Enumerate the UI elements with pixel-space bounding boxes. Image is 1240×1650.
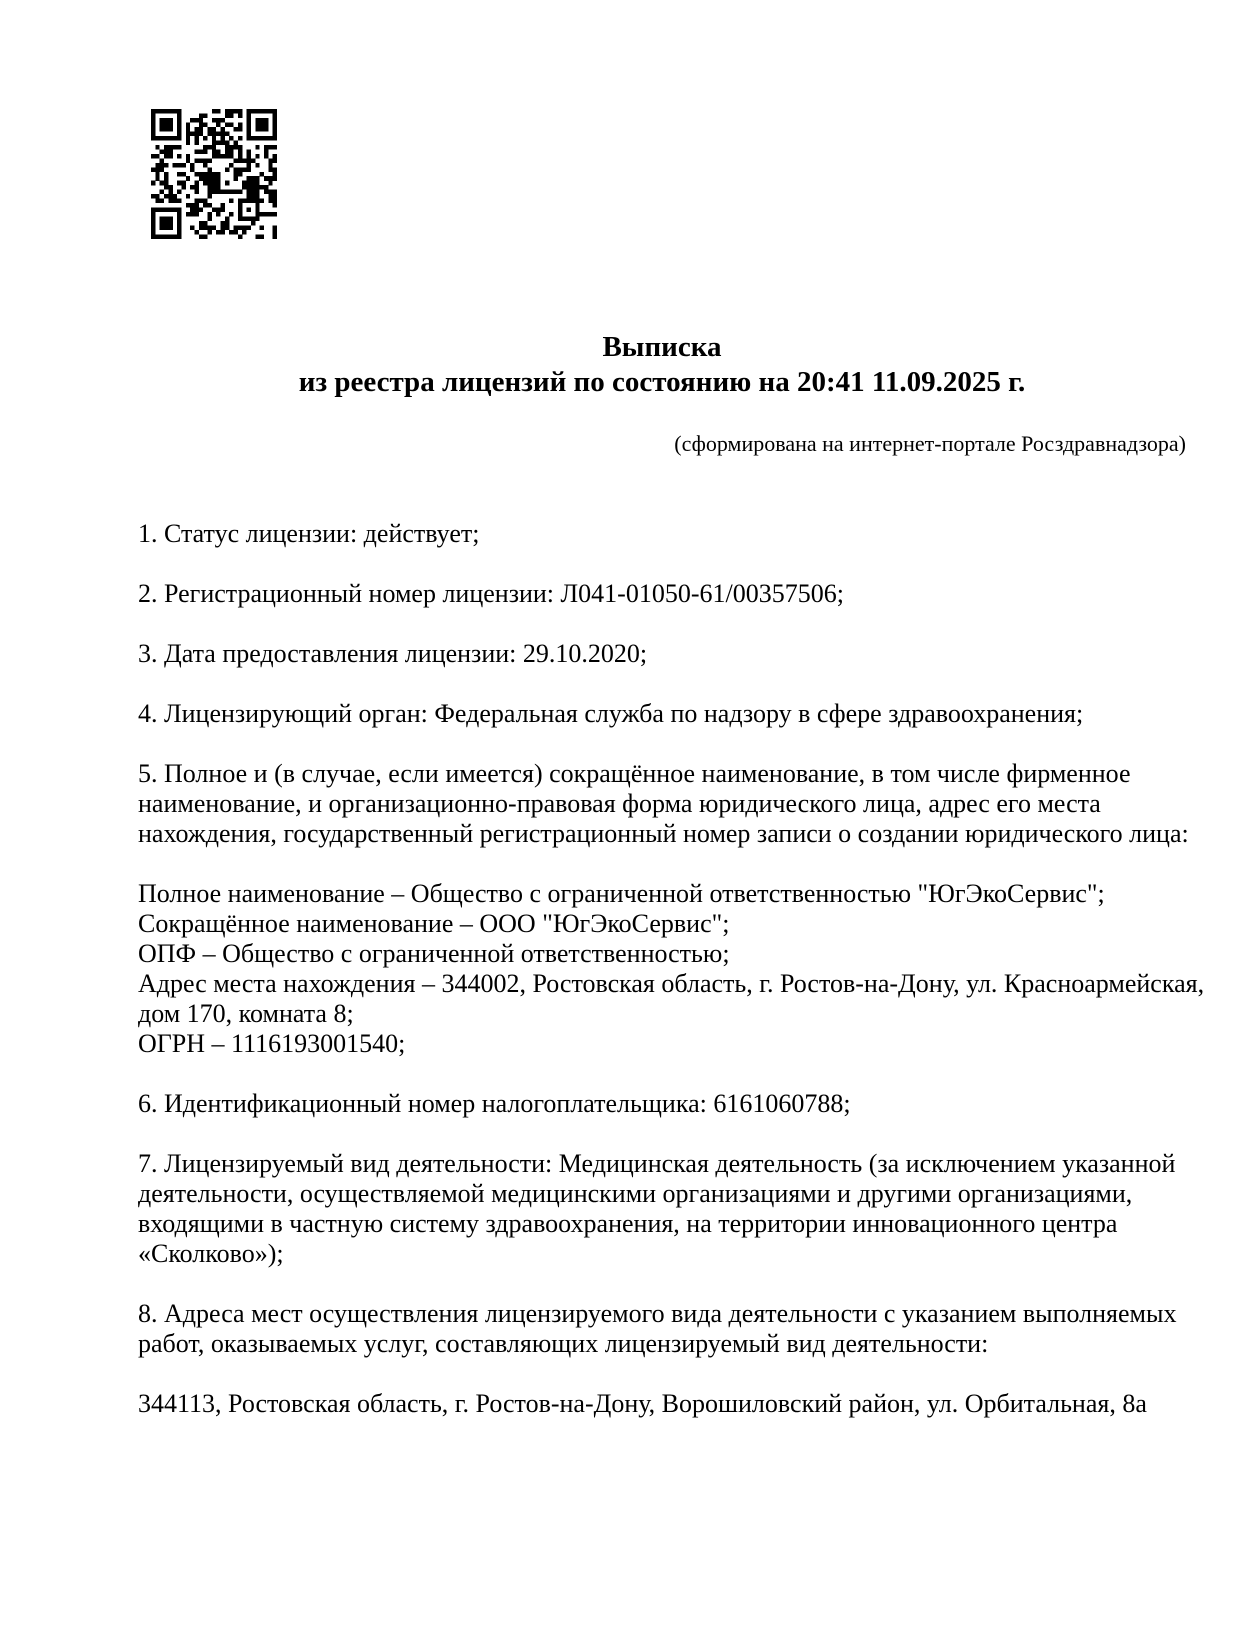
paragraph (138, 1149, 1230, 1269)
text-line: ОПФ – Общество с ограниченной ответственностью; (138, 939, 730, 968)
text-line: 6. Идентификационный номер налогоплательщика: 6161060788; (138, 1089, 851, 1118)
text-line: 1. Статус лицензии: действует; (138, 519, 480, 548)
paragraph (138, 519, 1230, 549)
text-line: работ, оказываемых услуг, составляющих лицензируемый вид деятельности: (138, 1329, 989, 1358)
qr-code-image (151, 109, 277, 239)
text-line: «Сколково»); (138, 1239, 284, 1268)
paragraph (138, 1299, 1230, 1359)
text-line: 8. Адреса мест осуществления лицензируемого вида деятельности с указанием выполняемых (138, 1299, 1177, 1328)
text-line: 7. Лицензируемый вид деятельности: Медицинская деятельность (за исключением указанной (138, 1149, 1176, 1178)
subtitle: (сформирована на интернет-портале Росздравнадзора) (674, 431, 1186, 456)
document-body (138, 519, 1230, 1419)
qr-code (151, 109, 277, 239)
text-line: деятельности, осуществляемой медицинскими организациями и другими организациями, (138, 1179, 1133, 1208)
paragraph (138, 639, 1230, 669)
text-line: нахождения, государственный регистрационный номер записи о создании юридического лица: (138, 819, 1189, 848)
paragraph (138, 879, 1230, 1059)
text-line: 2. Регистрационный номер лицензии: Л041-01050-61/00357506; (138, 579, 844, 608)
title-line-1: Выписка (602, 331, 722, 363)
page-title (138, 330, 1186, 400)
paragraph (138, 1089, 1230, 1119)
text-line: 4. Лицензирующий орган: Федеральная служба по надзору в сфере здравоохранения; (138, 699, 1084, 728)
text-line: 3. Дата предоставления лицензии: 29.10.2020; (138, 639, 648, 668)
title-line-2: из реестра лицензий по состоянию на 20:41 11.09.2025 г. (298, 366, 1026, 398)
text-line: ОГРН – 1116193001540; (138, 1029, 406, 1058)
text-line: Адрес места нахождения – 344002, Ростовская область, г. Ростов-на-Дону, ул. Красноармейская, (138, 969, 1205, 998)
text-line: Сокращённое наименование – ООО "ЮгЭкоСервис"; (138, 909, 730, 938)
paragraph (138, 1389, 1230, 1419)
paragraph (138, 579, 1230, 609)
text-line: 344113, Ростовская область, г. Ростов-на-Дону, Ворошиловский район, ул. Орбитальная, 8а (138, 1389, 1147, 1418)
paragraph (138, 699, 1230, 729)
text-line: Полное наименование – Общество с ограниченной ответственностью "ЮгЭкоСервис"; (138, 879, 1105, 908)
text-line: 5. Полное и (в случае, если имеется) сокращённое наименование, в том числе фирменное (138, 759, 1131, 788)
text-line: дом 170, комната 8; (138, 999, 354, 1028)
text-line: входящими в частную систему здравоохранения, на территории инновационного центра (138, 1209, 1118, 1238)
text-line: наименование, и организационно-правовая форма юридического лица, адрес его места (138, 789, 1101, 818)
paragraph (138, 759, 1230, 849)
